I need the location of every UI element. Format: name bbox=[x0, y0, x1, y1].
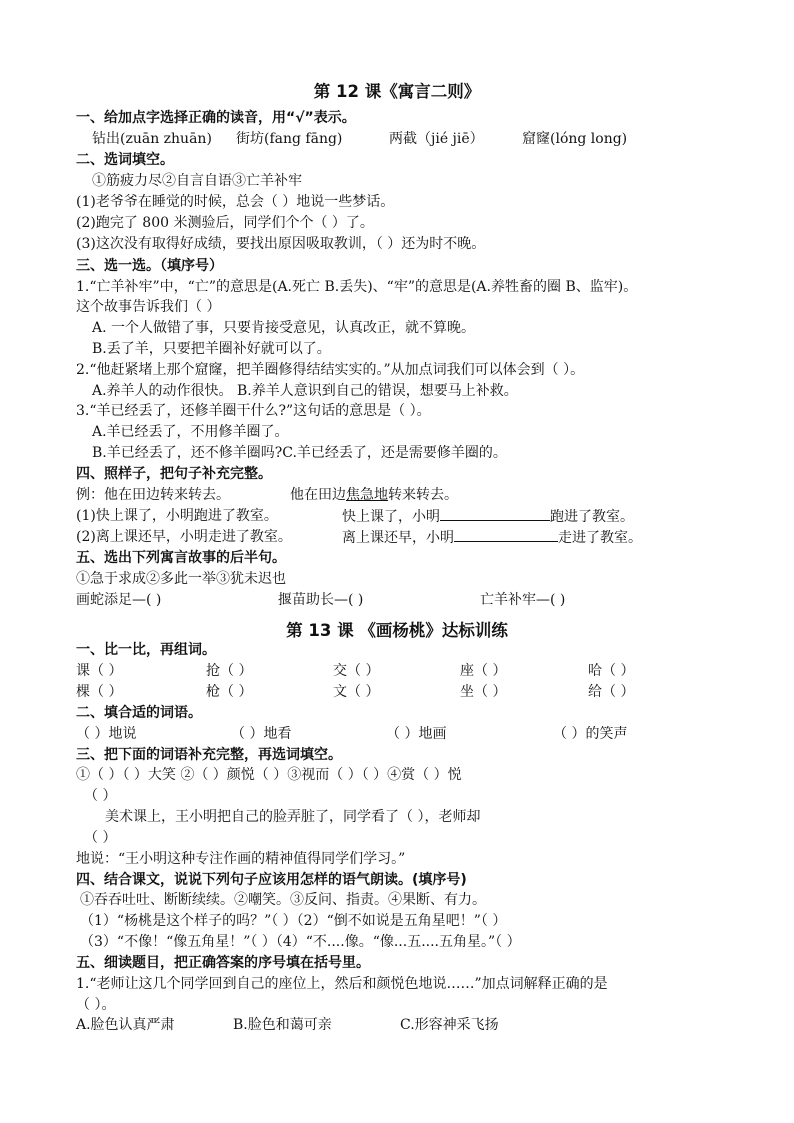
l12-s4-q2a: (2)离上课还早，小明走进了教室。 bbox=[76, 529, 292, 545]
l12-s3-q3: 3.“羊已经丢了，还修羊圈干什么?”这句话的意思是（ ）。 bbox=[76, 403, 431, 419]
l13-s3-line2: （ ） bbox=[84, 788, 117, 804]
l12-s2-q2: (2)跑完了 800 米测验后，同学们个个（ ）了。 bbox=[76, 215, 374, 231]
l13-s3-line1: ①（ ）（ ）大笑 ②（ ）颜悦（ ）③视而（ ）（ ）④赏（ ）悦 bbox=[76, 767, 462, 783]
l12-s5-item-3: 亡羊补牢—( ) bbox=[480, 592, 566, 608]
l12-s5-heading: 五、选出下列寓言故事的后半句。 bbox=[76, 550, 286, 566]
l12-s2-q1: (1)老爷爷在睡觉的时候，总会（ ）地说一些梦话。 bbox=[76, 194, 395, 210]
l12-s1-item-4: 窟窿(lóng long) bbox=[522, 131, 628, 147]
l13-s5-option-a: A.脸色认真严肃 bbox=[76, 1017, 175, 1033]
l13-s1-row1-5: 哈（ ） bbox=[588, 663, 635, 679]
l13-s5-option-b: B.脸色和蔼可亲 bbox=[233, 1017, 332, 1033]
l12-s1-item-2: 街坊(fang fāng) bbox=[236, 131, 343, 147]
l13-s5-option-c: C.形容神采飞扬 bbox=[400, 1017, 499, 1033]
l12-s3-q1-optA: A. 一个人做错了事，只要肯接受意见，认真改正，就不算晚。 bbox=[92, 320, 476, 336]
l13-s1-row1-3: 交（ ） bbox=[333, 663, 380, 679]
l12-s4-q1-answer bbox=[342, 506, 634, 527]
l12-s4-example-b1: 他在田边 bbox=[290, 487, 346, 503]
l13-s4-q1: （1）“杨桃是这个样子的吗？”（ ）（2）“倒不如说是五角星吧！”（ ） bbox=[80, 913, 507, 929]
l12-s4-q2c: 走进了教室。 bbox=[558, 530, 642, 546]
l13-s2-item-3: （ ）地画 bbox=[386, 726, 447, 742]
l13-s3-line3: 美术课上，王小明把自己的脸弄脏了，同学看了（ ），老师却 bbox=[105, 809, 481, 825]
l13-s1-heading: 一、比一比，再组词。 bbox=[76, 642, 216, 658]
l12-s4-q2-answer bbox=[342, 527, 642, 548]
l13-s3-heading: 三、把下面的词语补充完整，再选词填空。 bbox=[76, 747, 342, 763]
lesson13-title: 第 13 课 《画杨桃》达标训练 bbox=[286, 621, 508, 640]
l13-s1-row2-1: 棵（ ） bbox=[76, 684, 123, 700]
l12-s4-example-underlined: 焦急地 bbox=[346, 487, 388, 503]
l12-s2-heading: 二、选词填空。 bbox=[76, 152, 174, 168]
l12-s4-example-b2: 转来转去。 bbox=[388, 487, 458, 503]
l13-s1-row1-4: 座（ ） bbox=[460, 663, 507, 679]
l12-s4-q1-blank[interactable] bbox=[440, 506, 550, 521]
l13-s1-row2-3: 文（ ） bbox=[333, 684, 380, 700]
l12-s4-q1c: 跑进了教室。 bbox=[550, 509, 634, 525]
l12-s1-item-3: 两截（jié jiē） bbox=[389, 131, 484, 147]
l12-s5-item-1: 画蛇添足—( ) bbox=[76, 592, 162, 608]
l13-s5-q1: 1.“老师让这几个同学回到自己的座位上，然后和颜悦色地说……”加点词解释正确的是 bbox=[76, 976, 608, 992]
l12-s3-heading: 三、选一选。（填序号） bbox=[76, 258, 223, 274]
l12-s3-q3-optBC: B.羊已经丢了，还不修羊圈吗?C.羊已经丢了，还是需要修羊圈的。 bbox=[92, 445, 507, 461]
l13-s1-row2-5: 给（ ） bbox=[588, 684, 635, 700]
l13-s5-q1b: （ ）。 bbox=[76, 997, 116, 1013]
l13-s2-item-1: （ ）地说 bbox=[76, 726, 137, 742]
l12-s4-example-b bbox=[290, 485, 458, 505]
l12-s2-options: ①筋疲力尽②自言自语③亡羊补牢 bbox=[92, 173, 302, 189]
l13-s1-row2-4: 坐（ ） bbox=[460, 684, 507, 700]
l13-s1-row1-1: 课（ ） bbox=[76, 663, 123, 679]
l13-s3-line5: 地说：“王小明这种专注作画的精神值得同学们学习。” bbox=[76, 851, 406, 867]
l12-s4-example-a: 例：他在田边转来转去。 bbox=[76, 487, 230, 503]
l12-s4-q1b: 快上课了，小明 bbox=[342, 509, 440, 525]
l13-s4-q2: （3）“不像！“像五角星！”（ ）（4）“不....像。“像...五....五角星。”（ ） bbox=[80, 934, 521, 950]
l12-s1-item-1: 钻出(zuān zhuān) bbox=[92, 131, 212, 147]
l12-s4-q1a: (1)快上课了，小明跑进了教室。 bbox=[76, 508, 278, 524]
l12-s5-item-2: 揠苗助长—( ) bbox=[278, 592, 364, 608]
l12-s3-q2: 2.“他赶紧堵上那个窟窿，把羊圈修得结结实实的。”从加点词我们可以体会到（ ）。 bbox=[76, 362, 585, 378]
l12-s4-q2b: 离上课还早，小明 bbox=[342, 530, 454, 546]
l12-s3-q1b: 这个故事告诉我们（ ） bbox=[76, 299, 221, 315]
l12-s3-q3-optA: A.羊已经丢了，不用修羊圈了。 bbox=[92, 424, 289, 440]
l13-s1-row2-2: 枪（ ） bbox=[206, 684, 253, 700]
l13-s2-item-2: （ ）地看 bbox=[231, 726, 292, 742]
l12-s5-options: ①急于求成②多此一举③犹未迟也 bbox=[76, 571, 286, 587]
l13-s3-line4: （ ） bbox=[84, 830, 117, 846]
l13-s4-options: ①吞吞吐吐、断断续续。②嘲笑。③反问、指责。④果断、有力。 bbox=[80, 892, 486, 908]
l12-s3-q2-options: A.养羊人的动作很快。 B.养羊人意识到自己的错误，想要马上补救。 bbox=[92, 383, 518, 399]
l12-s3-q1-optB: B.丢了羊，只要把羊圈补好就可以了。 bbox=[92, 341, 331, 357]
l12-s2-q3: (3)这次没有取得好成绩，要找出原因吸取教训，（ ）还为时不晚。 bbox=[76, 236, 486, 252]
l12-s4-heading: 四、照样子，把句子补充完整。 bbox=[76, 466, 272, 482]
l13-s1-row1-2: 抢（ ） bbox=[206, 663, 253, 679]
l12-s4-q2-blank[interactable] bbox=[454, 527, 558, 542]
l12-s3-q1: 1.“亡羊补牢”中，“亡”的意思是(A.死亡 B.丢失)、“牢”的意思是(A.养牲畜的圈 B、监牢)。 bbox=[76, 279, 638, 295]
l13-s2-item-4: （ ）的笑声 bbox=[553, 726, 628, 742]
l13-s5-heading: 五、细读题目，把正确答案的序号填在括号里。 bbox=[76, 955, 370, 971]
l13-s4-heading: 四、结合课文，说说下列句子应该用怎样的语气朗读。(填序号) bbox=[76, 872, 467, 888]
l13-s2-heading: 二、填合适的词语。 bbox=[76, 705, 202, 721]
lesson12-title: 第 12 课《寓言二则》 bbox=[313, 82, 481, 101]
l12-s1-heading: 一、给加点字选择正确的读音，用“√”表示。 bbox=[76, 110, 356, 126]
